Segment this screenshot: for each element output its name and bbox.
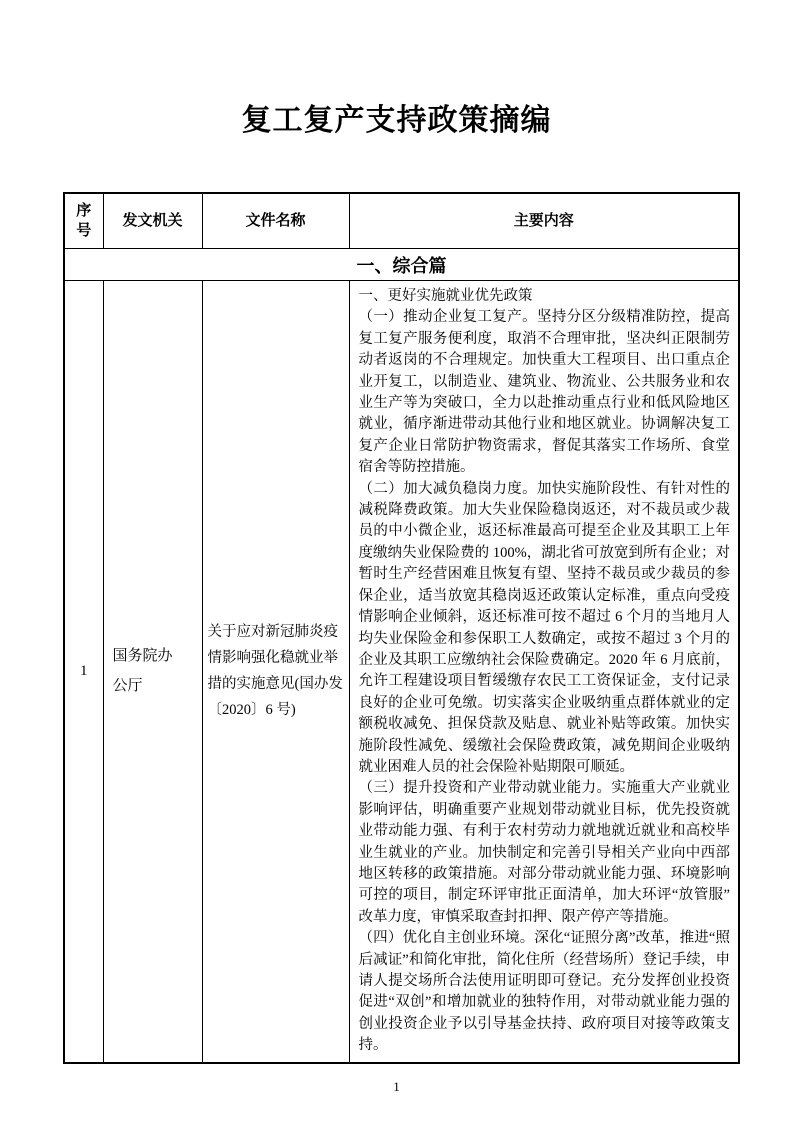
table-row <box>64 281 739 1063</box>
document-title: 复工复产支持政策摘编 <box>241 104 552 137</box>
doc-name-cell <box>202 281 349 1063</box>
policy-table <box>63 192 740 1064</box>
content-paragraph: 一、更好实施就业优先政策 <box>358 288 533 304</box>
doc-name: 关于应对新冠肺炎疫情影响强化稳就业举措的实施意见(国办发〔2020〕6 号) <box>207 624 343 719</box>
table-header-row <box>64 193 739 249</box>
agency-cell <box>103 281 202 1063</box>
header-doc-name: 文件名称 <box>202 193 349 249</box>
section-row <box>64 249 739 281</box>
header-content: 主要内容 <box>349 193 739 249</box>
serial-cell: 1 <box>64 281 103 1063</box>
content-paragraph: （四）优化自主创业环境。深化“证照分离”改革，推进“照后减证”和简化审批，简化住所（经营场所）登记手续，申请人提交场所合法使用证明即可登记。充分发挥创业投资促进“双创”和增加就业的独特作用，对带动就业能力强的创业投资企业予以引导基金扶持、政府项目对接等政策支持。 <box>358 930 730 1054</box>
header-agency: 发文机关 <box>103 193 202 249</box>
header-serial: 序号 <box>64 193 103 249</box>
content-paragraph: （一）推动企业复工复产。坚持分区分级精准防控，提高复工复产服务便利度，取消不合理审批，坚决纠正限制劳动者返岗的不合理规定。加快重大工程项目、出口重点企业开复工，以制造业、建筑业、物流业、公共服务业和农业生产等为突破口，全力以赴推动重点行业和低风险地区就业，循序渐进带动其他行业和地区就业。协调解决复工复产企业日常防护物资需求，督促其落实工作场所、食堂宿舍等防控措施。 <box>358 309 730 476</box>
content-paragraph: （二）加大减负稳岗力度。加快实施阶段性、有针对性的减税降费政策。加大失业保险稳岗返还，对不裁员或少裁员的中小微企业，返还标准最高可提至企业及其职工上年度缴纳失业保险费的 100%，湖北省可放宽到所有企业；对暂时生产经营困难且恢复有望、坚持不裁员或少裁员的参保企业，适当放宽其稳岗返还政策认定标准，重点向受疫情影响企业倾斜，返还标准可按不超过 6 个月的当地月人均失业保险金和参保职工人数确定，或按不超过 3 个月的企业及其职工应缴纳社会保险费确定。2020 年 6 月底前，允许工程建设项目暂缓缴存农民工工资保证金，支付记录良好的企业可免缴。切实落实企业吸纳重点群体就业的定额税收减免、担保贷款及贴息、就业补贴等政策。加快实施阶段性减免、缓缴社会保险费政策，减免期间企业吸纳就业困难人员的社会保险补贴期限可顺延。 <box>358 480 730 775</box>
content-cell <box>349 281 739 1063</box>
content-text <box>359 286 731 1057</box>
page-number: 1 <box>393 1078 400 1094</box>
section-title: 一、综合篇 <box>64 249 739 281</box>
agency-name: 国务院办公厅 <box>112 648 173 695</box>
content-paragraph: （三）提升投资和产业带动就业能力。实施重大产业就业影响评估，明确重要产业规划带动就业目标，优先投资就业带动能力强、有利于农村劳动力就地就近就业和高校毕业生就业的产业。加快制定和完善引导相关产业向中西部地区转移的政策措施。对部分带动就业能力强、环境影响可控的项目，制定环评审批正面清单，加大环评“放管服”改革力度，审慎采取查封扣押、限产停产等措施。 <box>358 780 730 925</box>
